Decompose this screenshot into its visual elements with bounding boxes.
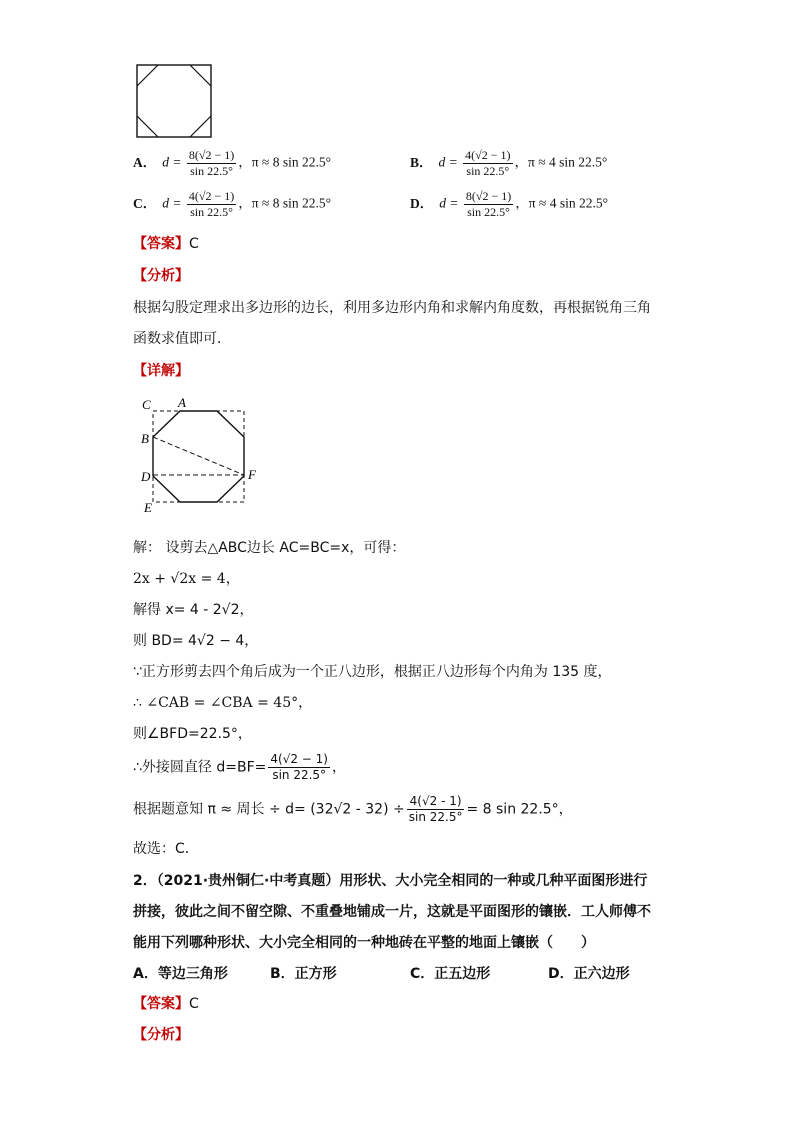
q2-option-d: D．正六边形 xyxy=(548,966,630,982)
label-b: B xyxy=(141,431,149,446)
solution-line-4: 则 BD= 4√2 − 4， xyxy=(133,633,259,649)
q2-option-c: C．正五边形 xyxy=(410,966,491,982)
q2-line-2: 拼接，彼此之间不留空隙、不重叠地铺成一片，这就是平面图形的镶嵌．工人师傅不 xyxy=(133,904,651,920)
solution-line-5: ∵正方形剪去四个角后成为一个正八边形，根据正八边形每个内角为 135 度， xyxy=(133,664,612,680)
label-e: E xyxy=(144,500,152,515)
q2-analysis-tag: 【分析】 xyxy=(133,1027,189,1043)
figure-square-octagon xyxy=(136,64,214,140)
answer-value: C xyxy=(189,236,199,252)
label-a: A xyxy=(178,395,186,410)
solution-line-9: 根据题意知 π ≈ 周长 ÷ d= (32√2 - 32) ÷ $\frac{4(√2 - 1)}{\sin 22.5^\circ}$ = 8 sin 22.5°， xyxy=(133,794,573,824)
answer-tag: 【答案】 xyxy=(133,236,189,252)
q2-option-a: A．等边三角形 xyxy=(133,966,228,982)
q2-line-3: 能用下列哪种形状、大小完全相同的一种地砖在平整的地面上镶嵌（ ） xyxy=(133,935,595,951)
label-f: F xyxy=(248,467,256,482)
q2-answer-value: C xyxy=(189,996,199,1012)
option-c: C． d = $\frac{4(√2 - 1)}{\sin 22.5^\circ}$ ，π ≈ 8 sin 22.5° xyxy=(133,189,331,219)
solution-line-10: 故选：C． xyxy=(133,841,199,857)
analysis-line-2: 函数求值即可． xyxy=(133,331,231,347)
option-a: A． d = $\frac{8(√2 - 1)}{\sin 22.5^\circ}$ ，π ≈ 8 sin 22.5° xyxy=(133,148,331,178)
analysis-line-1: 根据勾股定理求出多边形的边长，利用多边形内角和求解内角度数，再根据锐角三角 xyxy=(133,300,651,316)
solution-line-1: 解： 设剪去△ABC边长 AC=BC=x，可得： xyxy=(133,540,406,556)
option-b: B． d = $\frac{4(√2 - 1)}{\sin 22.5^\circ}$ ，π ≈ 4 sin 22.5° xyxy=(410,148,608,178)
q2-answer-line xyxy=(133,993,199,1013)
solution-line-7: 则∠BFD=22.5°， xyxy=(133,726,252,742)
q2-option-b: B．正方形 xyxy=(270,966,337,982)
detail-tag: 【详解】 xyxy=(133,363,189,379)
solution-line-6: ∴ ∠CAB = ∠CBA = 45°， xyxy=(133,695,313,711)
q2-line-1: 2．（2021·贵州铜仁·中考真题）用形状、大小完全相同的一种或几种平面图形进行 xyxy=(133,873,648,889)
q2-answer-tag: 【答案】 xyxy=(133,996,189,1012)
answer-line xyxy=(133,233,199,253)
analysis-tag: 【分析】 xyxy=(133,268,189,284)
figure-octagon-labeled xyxy=(138,395,268,515)
label-d: D xyxy=(141,469,151,484)
solution-line-8: ∴外接圆直径 d=BF= $\frac{4(√2 - 1)}{\sin 22.5^\circ}$ ， xyxy=(133,752,346,782)
option-d: D． d = $\frac{8(√2 - 1)}{\sin 22.5^\circ}$ ，π ≈ 4 sin 22.5° xyxy=(410,189,608,219)
solution-line-3: 解得 x= 4 - 2√2， xyxy=(133,602,254,618)
label-c: C xyxy=(142,397,151,412)
solution-line-2: 2x + √2x = 4， xyxy=(133,571,240,587)
